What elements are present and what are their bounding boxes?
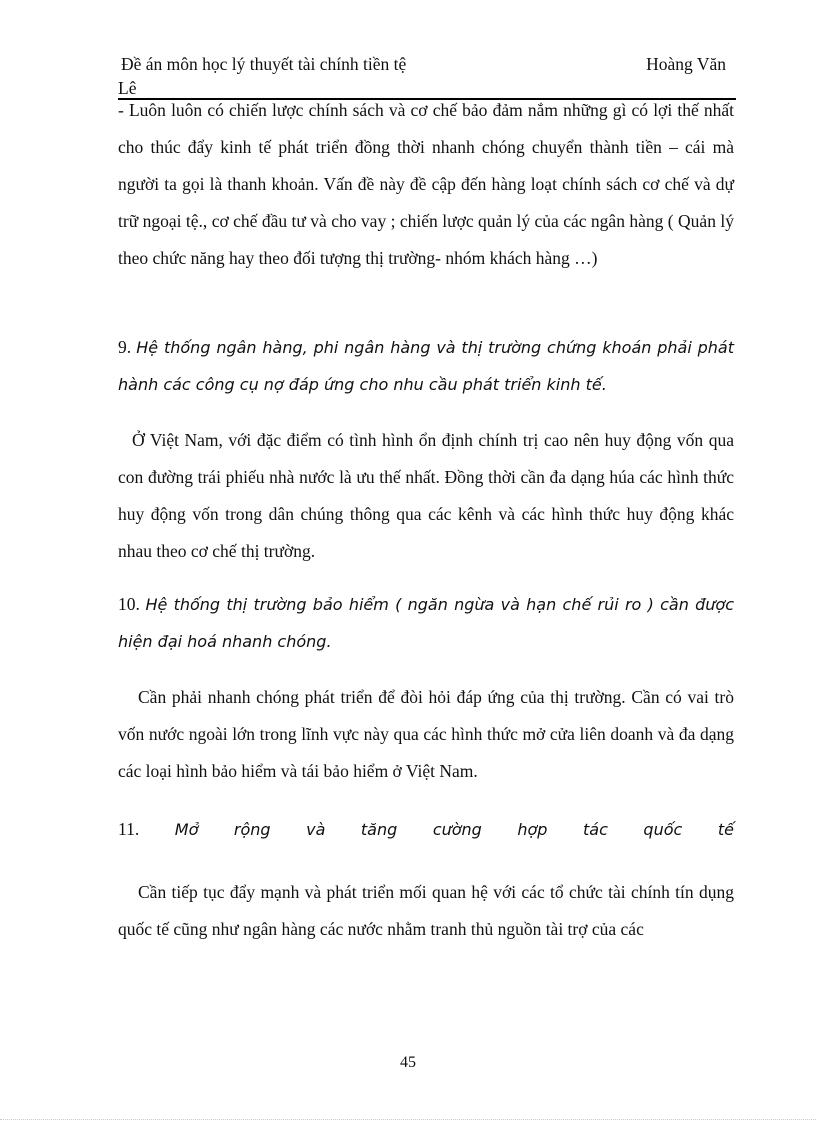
section-title-9: Hệ thống ngân hàng, phi ngân hàng và thị trường chứng khoán phải phát hành các công cụ nợ đáp ứng cho nhu cầu phát triển kinh tế. bbox=[118, 338, 735, 394]
header-title: Đề án môn học lý thuyết tài chính tiền tệ bbox=[121, 54, 407, 74]
paragraph-insurance: Cần phải nhanh chóng phát triển để đòi hỏi đáp ứng của thị trường. Cần có vai trò vốn nước ngoài lớn trong lĩnh vực này qua các hình thức mở cửa liên doanh và đa dạng các loại hình bảo hiểm và tái bảo hiểm ở Việt Nam. bbox=[118, 687, 734, 781]
section-number-11: 11. bbox=[118, 819, 140, 839]
section-word: Mở bbox=[174, 820, 199, 839]
section-number-9: 9. bbox=[118, 337, 137, 357]
paragraph-strategy: - Luôn luôn có chiến lược chính sách và cơ chế bảo đảm nắm những gì có lợi thế nhất cho thúc đẩy kinh tế phát triển đồng thời nhanh chóng chuyển thành tiền – cái mà người ta gọi là thanh khoản. Vấn đề này đề cập đến hàng loạt chính sách cơ chế và dự trữ ngoại tệ., cơ chế đầu tư và cho vay ; chiến lược quản lý của các ngân hàng ( Quản lý theo chức năng hay theo đối tượng thị trường- nhóm khách hàng …) bbox=[118, 100, 734, 268]
section-word: quốc bbox=[643, 820, 683, 839]
section-word: cường bbox=[432, 820, 482, 839]
section-word: hợp bbox=[517, 820, 548, 839]
page-number: 45 bbox=[400, 1054, 416, 1071]
page-bottom-border bbox=[0, 1119, 816, 1120]
header-author-continued: Lê bbox=[118, 78, 137, 98]
paragraph-international: Cần tiếp tục đẩy mạnh và phát triển mối quan hệ với các tổ chức tài chính tín dụng quốc tế cũng như ngân hàng các nước nhằm tranh thủ nguồn tài trợ của các bbox=[118, 882, 734, 939]
section-word: và bbox=[306, 820, 326, 839]
section-heading-11 bbox=[118, 811, 734, 848]
section-word: tế bbox=[717, 820, 734, 839]
section-word: tăng bbox=[360, 820, 398, 839]
section-title-10: Hệ thống thị trường bảo hiểm ( ngăn ngừa và hạn chế rủi ro ) cần được hiện đại hoá nhanh chóng. bbox=[118, 595, 735, 651]
section-word: tác bbox=[583, 820, 608, 839]
section-heading-9 bbox=[118, 329, 734, 403]
paragraph-vietnam: Ở Việt Nam, với đặc điểm có tình hình ổn định chính trị cao nên huy động vốn qua con đường trái phiếu nhà nước là ưu thế nhất. Đồng thời cần đa dạng húa các hình thức huy động vốn trong dân chúng thông qua các kênh và các hình thức huy động khác nhau theo cơ chế thị trường. bbox=[118, 430, 734, 561]
header-author: Hoàng Văn bbox=[646, 54, 726, 74]
section-word: rộng bbox=[233, 820, 271, 839]
section-number-10: 10. bbox=[118, 594, 146, 614]
section-heading-10 bbox=[118, 586, 734, 660]
